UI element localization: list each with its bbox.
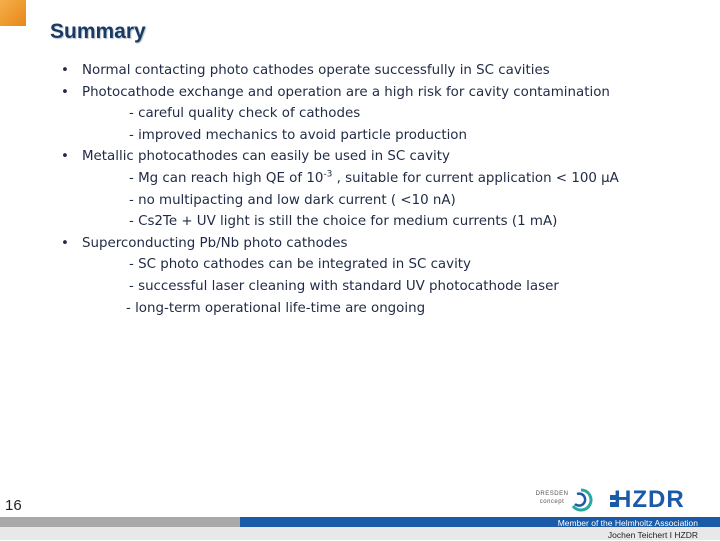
sub-text: - Mg can reach high QE of 10: [129, 170, 324, 186]
footer-bar-gray: [0, 517, 240, 527]
corner-accent: [0, 0, 26, 26]
bullet-text: Metallic photocathodes can easily be used in SC cavity: [82, 149, 450, 165]
bullet-text: Normal contacting photo cathodes operate successfully in SC cavities: [82, 63, 550, 78]
summary-content: [58, 60, 698, 319]
concept-word: concept: [539, 499, 565, 505]
sub-item: [58, 168, 698, 190]
sub-item: - long-term operational life-time are ongoing: [126, 300, 426, 316]
bullet-marker: •: [61, 84, 69, 100]
bullet-marker: •: [61, 63, 69, 78]
hzdr-logo: HZDR: [614, 486, 685, 513]
bullet-item: [58, 60, 698, 82]
dresden-word: DRESDEN: [535, 491, 569, 497]
bullet-marker: •: [61, 235, 69, 251]
sub-item: - SC photo cathodes can be integrated in SC cavity: [129, 257, 471, 273]
sub-item: - successful laser cleaning with standard UV photocathode laser: [129, 278, 559, 294]
dresden-concept-wordmark: [533, 490, 571, 506]
slide-title: Summary: [50, 20, 146, 43]
footer-text: [558, 517, 698, 541]
bullet-text: Photocathode exchange and operation are a high risk for cavity contamination: [82, 84, 610, 100]
bullet-text: Superconducting Pb/Nb photo cathodes: [82, 235, 348, 251]
footer-author: Jochen Teichert I HZDR: [607, 530, 698, 540]
bullet-item: [58, 82, 698, 104]
bullet-item: [58, 146, 698, 168]
bullet-item: [58, 233, 698, 255]
bullet-marker: •: [61, 149, 69, 165]
sub-item: - careful quality check of cathodes: [129, 106, 361, 122]
sub-item: - no multipacting and low dark current ( <10 nA): [129, 192, 456, 208]
sub-item: - improved mechanics to avoid particle production: [129, 127, 467, 143]
footer-association: Member of the Helmholtz Association: [557, 518, 698, 528]
page-number: 16: [5, 497, 22, 514]
sub-item: - Cs2Te + UV light is still the choice for medium currents (1 mA): [129, 214, 558, 230]
sub-text: , suitable for current application < 100 µA: [332, 170, 619, 186]
exponent: -3: [323, 169, 333, 180]
